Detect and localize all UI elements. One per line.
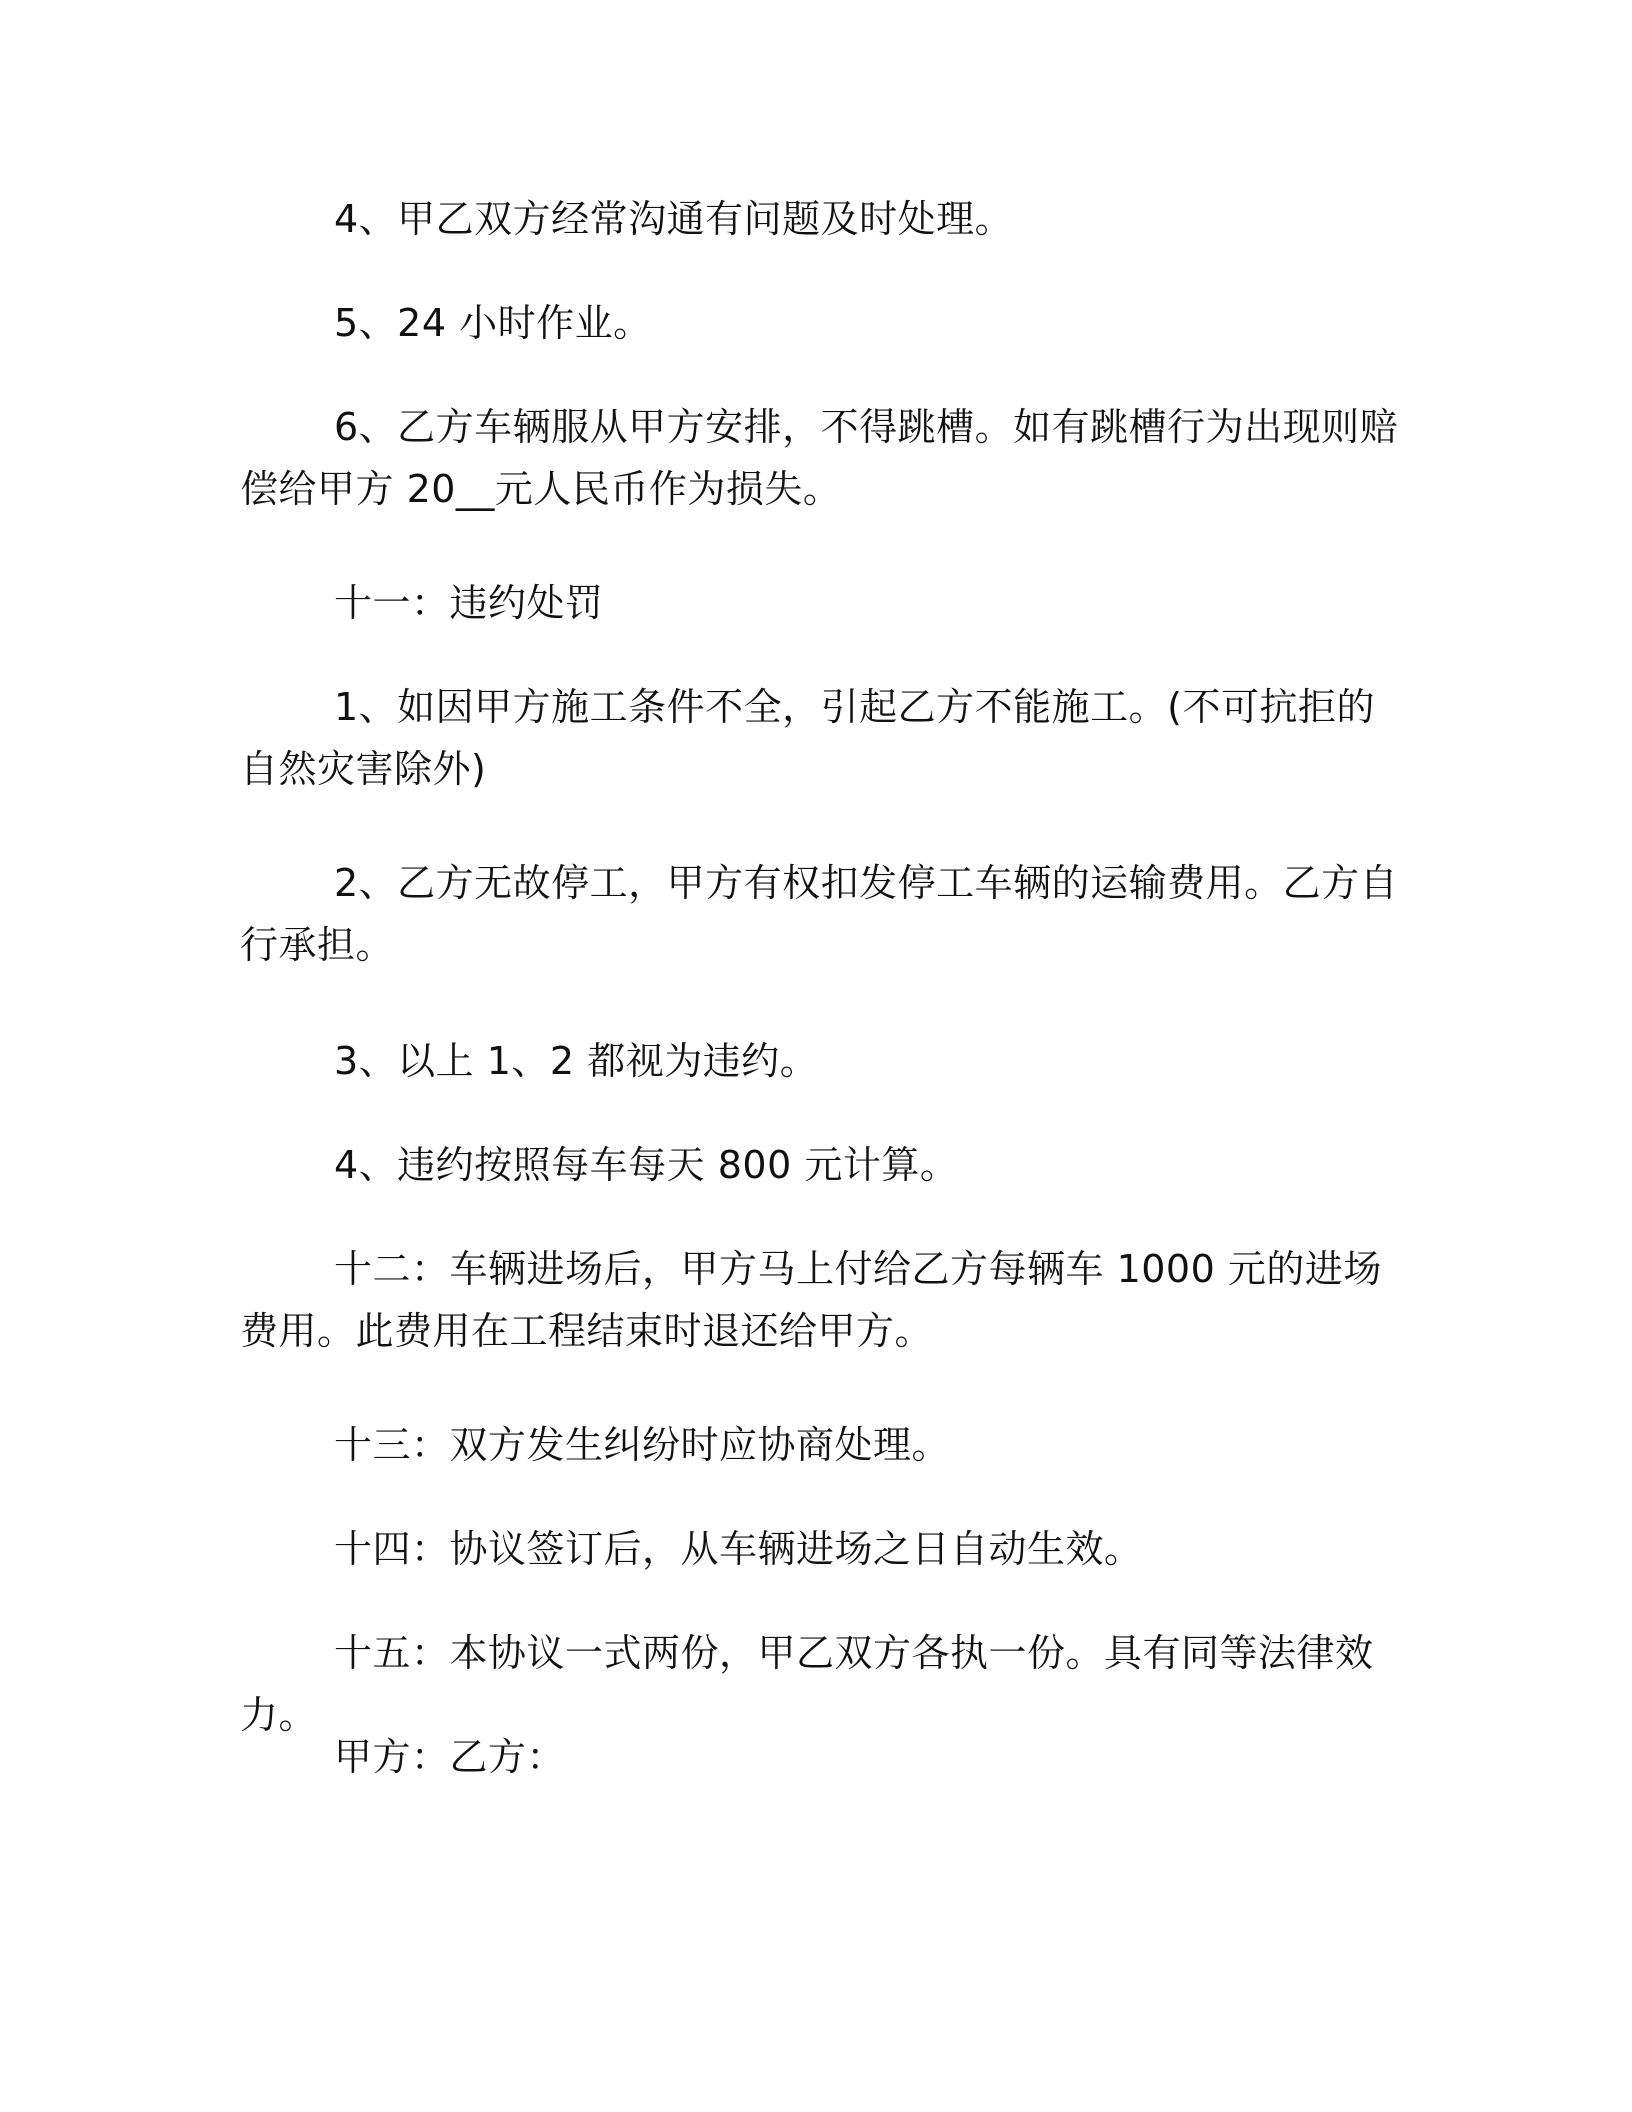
section-14-effective: 十四：协议签订后，从车辆进场之日自动生效。 xyxy=(334,1527,1143,1571)
clause-5-24h-operation: 5、24 小时作业。 xyxy=(334,301,652,345)
signature-parties: 甲方：乙方： xyxy=(334,1735,566,1779)
section-13-disputes: 十三：双方发生纠纷时应协商处理。 xyxy=(334,1423,951,1467)
penalty-item-2: 2、乙方无故停工，甲方有权扣发停工车辆的运输费用。乙方自行承担。 xyxy=(240,861,1399,967)
clause-6-vehicle-arrangement: 6、乙方车辆服从甲方安排，不得跳槽。如有跳槽行为出现则赔偿给甲方 20__元人民币作为损失。 xyxy=(240,405,1399,511)
clause-4-communication: 4、甲乙双方经常沟通有问题及时处理。 xyxy=(334,197,1014,241)
penalty-item-1: 1、如因甲方施工条件不全，引起乙方不能施工。(不可抗拒的自然灾害除外) xyxy=(240,685,1376,791)
section-15-copies: 十五：本协议一式两份，甲乙双方各执一份。具有同等法律效力。 xyxy=(240,1631,1374,1737)
penalty-item-3: 3、以上 1、2 都视为违约。 xyxy=(334,1039,819,1083)
section-11-heading: 十一：违约处罚 xyxy=(334,581,604,625)
section-12-entry-fee: 十二：车辆进场后，甲方马上付给乙方每辆车 1000 元的进场费用。此费用在工程结束时退还给甲方。 xyxy=(240,1247,1382,1353)
penalty-item-4: 4、违约按照每车每天 800 元计算。 xyxy=(334,1143,959,1187)
